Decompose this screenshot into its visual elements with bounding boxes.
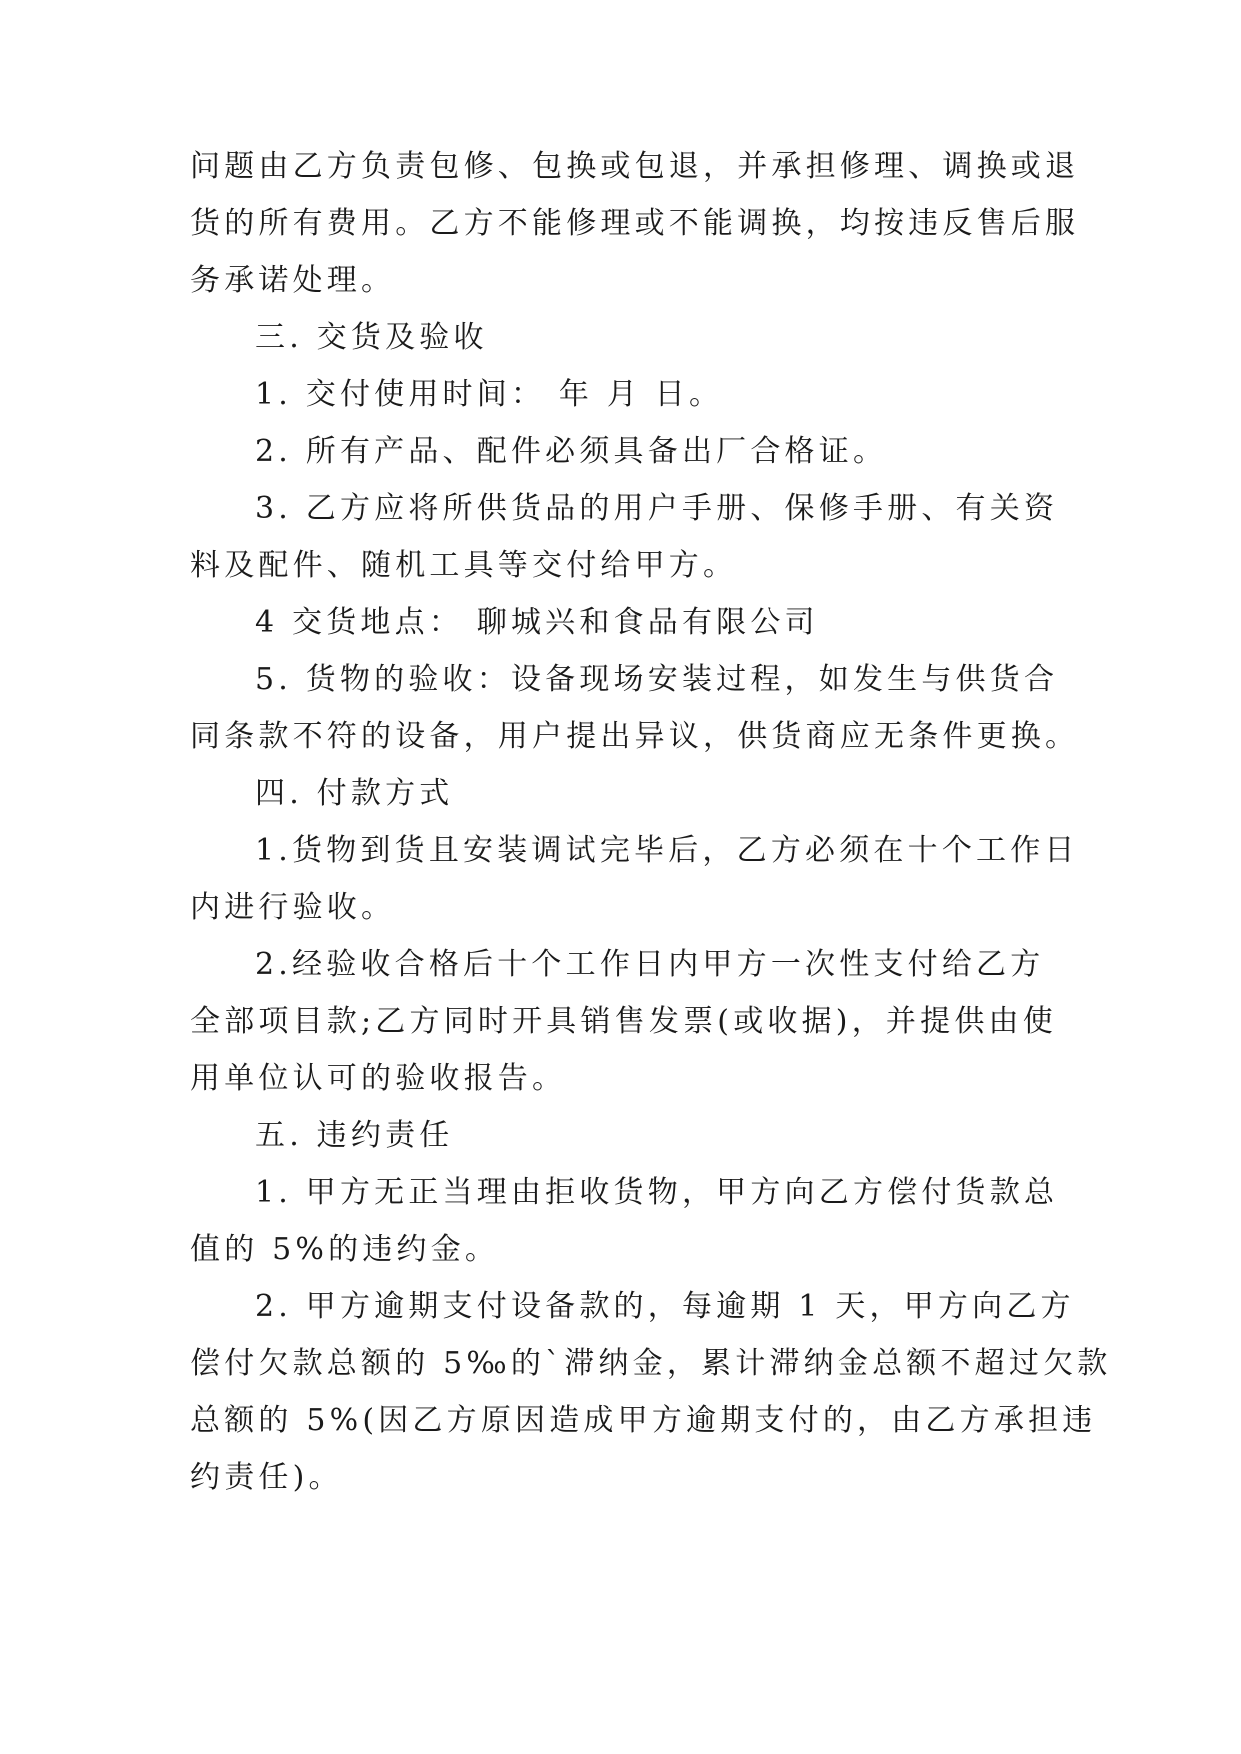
clause-5-1-cont: 值的 5%的违约金。 (190, 1232, 500, 1267)
section-heading-payment: 四. 付款方式 (255, 776, 454, 811)
clause-3-2: 2. 所有产品、配件必须具备出厂合格证。 (255, 434, 888, 469)
clause-4-2-cont-1: 全部项目款;乙方同时开具销售发票(或收据)，并提供由使 (190, 1004, 1057, 1039)
clause-3-4: 4 交货地点： 聊城兴和食品有限公司 (255, 605, 819, 640)
clause-3-1: 1. 交付使用时间： 年 月 日。 (255, 377, 724, 412)
clause-5-1: 1. 甲方无正当理由拒收货物，甲方向乙方偿付货款总 (255, 1175, 1059, 1210)
section-heading-liability: 五. 违约责任 (255, 1118, 454, 1153)
clause-3-5: 5. 货物的验收：设备现场安装过程，如发生与供货合 (255, 662, 1059, 697)
clause-4-1-cont: 内进行验收。 (190, 890, 396, 925)
clause-3-5-cont: 同条款不符的设备，用户提出异议，供货商应无条件更换。 (190, 719, 1080, 754)
clause-4-2: 2.经验收合格后十个工作日内甲方一次性支付给乙方 (255, 947, 1045, 982)
clause-5-2-cont-1: 偿付欠款总额的 5‰的`滞纳金，累计滞纳金总额不超过欠款 (190, 1346, 1112, 1381)
clause-3-3: 3. 乙方应将所供货品的用户手册、保修手册、有关资 (255, 491, 1059, 526)
body-line-01: 问题由乙方负责包修、包换或包退，并承担修理、调换或退 (190, 149, 1080, 184)
clause-4-2-cont-2: 用单位认可的验收报告。 (190, 1061, 567, 1096)
clause-5-2-cont-2: 总额的 5%(因乙方原因造成甲方逾期支付的，由乙方承担违 (190, 1403, 1097, 1438)
clause-3-3-cont: 料及配件、随机工具等交付给甲方。 (190, 548, 738, 583)
body-line-02: 货的所有费用。乙方不能修理或不能调换，均按违反售后服 (190, 206, 1080, 241)
clause-5-2: 2. 甲方逾期支付设备款的，每逾期 1 天，甲方向乙方 (255, 1289, 1075, 1324)
clause-5-2-cont-3: 约责任)。 (190, 1460, 343, 1495)
clause-4-1: 1.货物到货且安装调试完毕后，乙方必须在十个工作日 (255, 833, 1079, 868)
body-line-03: 务承诺处理。 (190, 263, 396, 298)
section-heading-delivery: 三. 交货及验收 (255, 320, 488, 355)
